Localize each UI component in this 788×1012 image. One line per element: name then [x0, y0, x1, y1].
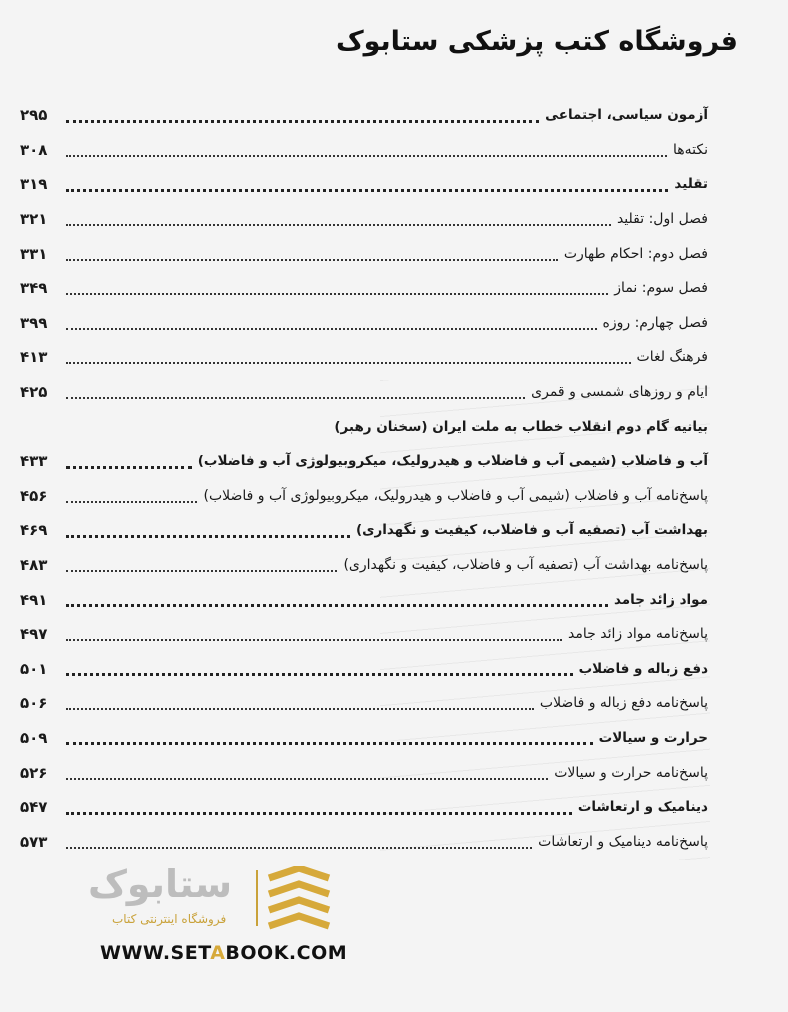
toc-entry-page: ۵۴۷: [20, 798, 48, 817]
toc-entry-page: ۴۹۷: [20, 625, 48, 644]
toc-entry-title: ایام و روزهای شمسی و قمری: [531, 384, 708, 401]
toc-entry-page: ۵۷۳: [20, 832, 48, 851]
toc-entry-title: فصل سوم: نماز: [614, 280, 708, 297]
toc-entry: [20, 479, 708, 514]
dot-leader: [66, 742, 593, 745]
toc-entry-title: نکته‌ها: [672, 141, 708, 158]
site-url-pre: WWW.SET: [100, 942, 211, 964]
toc-entry-title: تقلید: [674, 176, 708, 193]
logo-divider: [256, 870, 258, 926]
toc-entry-page: ۴۸۳: [20, 556, 48, 575]
dot-leader: [66, 189, 668, 192]
toc-entry-title: فصل دوم: احکام طهارت: [563, 245, 708, 262]
toc-entry-page: ۳۱۹: [20, 175, 48, 194]
toc-entry: [20, 236, 708, 271]
toc-entry: [20, 444, 708, 479]
dot-leader: [66, 570, 337, 572]
toc-entry: [20, 271, 708, 306]
toc-entry: [20, 513, 708, 548]
toc-entry: [20, 686, 708, 721]
toc-entry: [20, 582, 708, 617]
toc-entry-page: ۳۳۱: [20, 244, 48, 263]
dot-leader: [66, 604, 608, 607]
dot-leader: [66, 328, 597, 330]
toc-entry: [20, 409, 708, 444]
toc-entry-page: ۴۹۱: [20, 590, 48, 609]
toc-entry: [20, 133, 708, 168]
toc-entry: [20, 202, 708, 237]
toc-entry-title: پاسخ‌نامه دینامیک و ارتعاشات: [538, 833, 708, 850]
toc-entry: [20, 721, 708, 756]
dot-leader: [66, 259, 558, 261]
toc-entry-title: آب و فاضلاب (شیمی آب و فاضلاب و هیدرولیک، میکروبیولوژی آب و فاضلاب): [197, 453, 708, 470]
toc-entry: [20, 167, 708, 202]
toc-entry-title: بهداشت آب (تصفیه آب و فاضلاب، کیفیت و نگهداری): [355, 522, 708, 539]
toc-entry: [20, 824, 708, 859]
logo-tagline: فروشگاه اینترنتی کتاب: [112, 912, 227, 926]
toc-entry-page: ۵۲۶: [20, 763, 48, 782]
dot-leader: [66, 362, 631, 364]
toc-entry-title: پاسخ‌نامه حرارت و سیالات: [554, 764, 708, 781]
toc-entry-title: پاسخ‌نامه آب و فاضلاب (شیمی آب و فاضلاب و هیدرولیک، میکروبیولوژی آب و فاضلاب): [203, 487, 708, 504]
toc-entry-title: فرهنگ لغات: [636, 349, 708, 366]
toc-entry-page: ۵۰۹: [20, 728, 48, 747]
toc-entry: [20, 790, 708, 825]
dot-leader: [66, 708, 534, 710]
toc-entry-page: ۳۰۸: [20, 140, 48, 159]
toc-entry-page: ۳۴۹: [20, 279, 48, 298]
dot-leader: [66, 778, 548, 780]
toc-entry: [20, 375, 708, 410]
dot-leader: [66, 535, 350, 538]
toc-entry-title: دفع زباله و فاضلاب: [578, 660, 708, 677]
toc-entry-page: ۴۵۶: [20, 486, 48, 505]
toc-entry-page: ۲۹۵: [20, 106, 48, 125]
toc-entry-page: ۴۲۵: [20, 383, 48, 402]
toc-entry-page: ۳۲۱: [20, 210, 48, 229]
dot-leader: [66, 501, 197, 503]
site-url-accent: A: [210, 942, 226, 964]
toc-entry-page: ۴۶۹: [20, 521, 48, 540]
toc-entry-page: ۴۱۳: [20, 348, 48, 367]
dot-leader: [66, 293, 608, 295]
toc-entry-title: دینامیک و ارتعاشات: [577, 799, 708, 816]
site-url-post: BOOK.COM: [225, 942, 348, 964]
dot-leader: [66, 639, 562, 641]
toc-entry: [20, 548, 708, 583]
toc-entry-page: ۵۰۶: [20, 694, 48, 713]
setabook-logo: [88, 862, 348, 942]
dot-leader: [66, 155, 667, 157]
table-of-contents: [20, 98, 708, 859]
toc-entry-page: ۳۹۹: [20, 313, 48, 332]
toc-entry-title: آزمون سیاسی، اجتماعی: [545, 107, 708, 124]
toc-entry: [20, 340, 708, 375]
dot-leader: [66, 847, 532, 849]
book-stack-icon: [264, 866, 334, 930]
dot-leader: [66, 224, 611, 226]
dot-leader: [66, 120, 539, 123]
toc-entry-title: بیانیه گام دوم انقلاب خطاب به ملت ایران (سخنان رهبر): [334, 418, 708, 435]
toc-entry-page: ۵۰۱: [20, 659, 48, 678]
toc-entry: [20, 98, 708, 133]
logo-brand-text: ستابوک: [88, 862, 233, 906]
toc-entry-title: پاسخ‌نامه مواد زائد جامد: [568, 626, 708, 643]
page-header: فروشگاه کتب پزشکی ستابوک: [335, 26, 738, 57]
toc-entry-page: ۴۳۳: [20, 452, 48, 471]
toc-entry-title: پاسخ‌نامه بهداشت آب (تصفیه آب و فاضلاب، کیفیت و نگهداری): [343, 557, 708, 574]
toc-entry: [20, 755, 708, 790]
toc-entry-title: حرارت و سیالات: [598, 729, 708, 746]
toc-entry-title: پاسخ‌نامه دفع زباله و فاضلاب: [539, 695, 708, 712]
dot-leader: [66, 673, 573, 676]
toc-entry-title: مواد زائد جامد: [614, 591, 708, 608]
dot-leader: [66, 466, 192, 469]
toc-entry: [20, 652, 708, 687]
toc-entry: [20, 306, 708, 341]
website-url[interactable]: [100, 942, 347, 964]
toc-entry: [20, 617, 708, 652]
toc-entry-title: فصل چهارم: روزه: [602, 314, 708, 331]
dot-leader: [66, 397, 525, 399]
toc-entry-title: فصل اول: تقلید: [616, 211, 708, 228]
dot-leader: [66, 812, 572, 815]
